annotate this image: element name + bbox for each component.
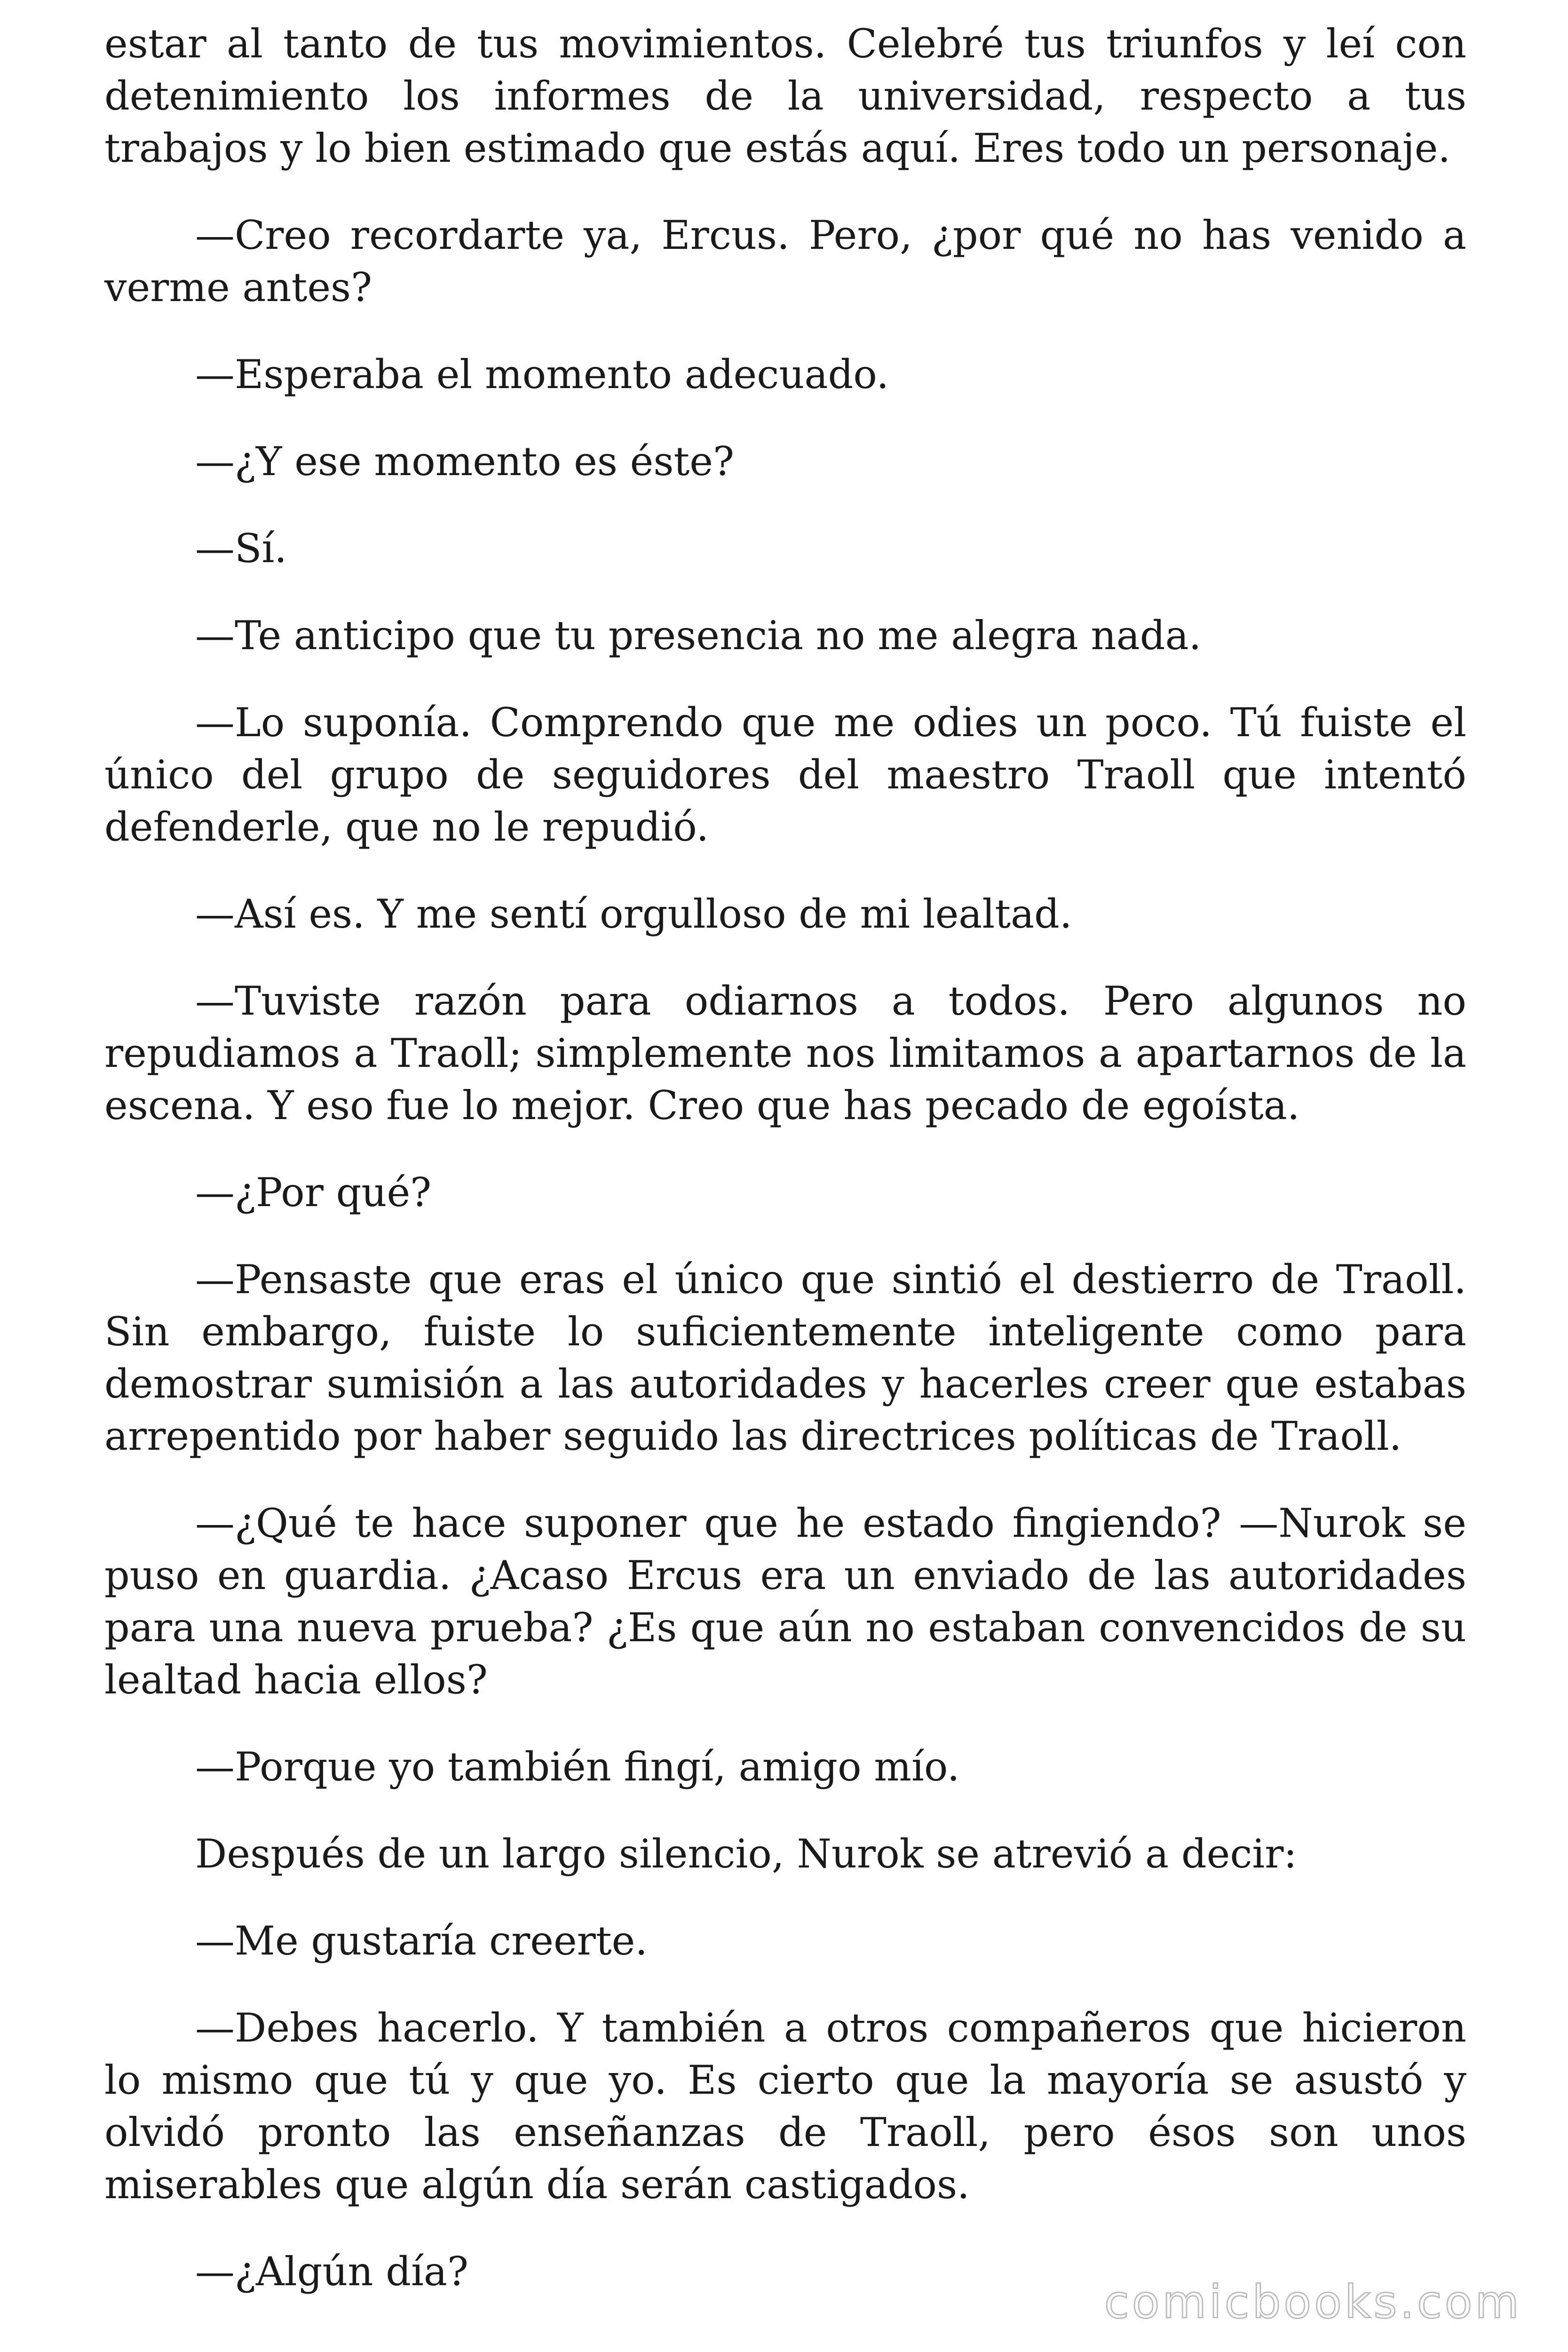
paragraph-6: —Te anticipo que tu presencia no me alegra nada. (195, 612, 1202, 659)
paragraph-7: —Lo suponía. Comprendo que me odies un poco. Tú fuiste el único del grupo de seguidores del maestro Traoll que intentó defenderle, que no le repudió. (104, 699, 1466, 850)
paragraph-17: —¿Algún día? (195, 2249, 468, 2295)
site-watermark: comicbooks.com (1104, 2276, 1522, 2328)
paragraph-16: —Debes hacerlo. Y también a otros compañeros que hicieron lo mismo que tú y que yo. Es cierto que la mayoría se asustó y olvidó pronto las enseñanzas de Traoll, pero ésos son unos miserables que algún día serán castigados. (104, 2005, 1466, 2208)
paragraph-1: estar al tanto de tus movimientos. Celebré tus triunfos y leí con detenimiento los informes de la universidad, respecto a tus trabajos y lo bien estimado que estás aquí. Eres todo un personaje. (104, 21, 1466, 171)
paragraph-2: —Creo recordarte ya, Ercus. Pero, ¿por qué no has venido a verme antes? (104, 212, 1466, 310)
paragraph-10: —¿Por qué? (195, 1169, 432, 1216)
paragraph-14: Después de un largo silencio, Nurok se atrevió a decir: (195, 1831, 1297, 1877)
paragraph-8: —Así es. Y me sentí orgulloso de mi lealtad. (195, 891, 1072, 937)
book-page (104, 18, 1466, 2333)
paragraph-11: —Pensaste que eras el único que sintió el destierro de Traoll. Sin embargo, fuiste lo suficientemente inteligente como para demostrar sumisión a las autoridades y hacerles creer que estabas arrepentido por haber seguido las directrices políticas de Traoll. (104, 1256, 1466, 1459)
paragraph-12: —¿Qué te hace suponer que he estado fingiendo? —Nurok se puso en guardia. ¿Acaso Ercus era un enviado de las autoridades para una nueva prueba? ¿Es que aún no estaban convencidos de su lealtad hacia ellos? (104, 1500, 1466, 1703)
paragraph-9: —Tuviste razón para odiarnos a todos. Pero algunos no repudiamos a Traoll; simplemente nos limitamos a apartarnos de la escena. Y eso fue lo mejor. Creo que has pecado de egoísta. (104, 978, 1466, 1128)
paragraph-15: —Me gustaría creerte. (195, 1918, 648, 1964)
paragraph-5: —Sí. (195, 525, 287, 572)
paragraph-4: —¿Y ese momento es éste? (195, 438, 734, 485)
paragraph-13: —Porque yo también fingí, amigo mío. (195, 1744, 960, 1790)
paragraph-3: —Esperaba el momento adecuado. (195, 351, 889, 397)
